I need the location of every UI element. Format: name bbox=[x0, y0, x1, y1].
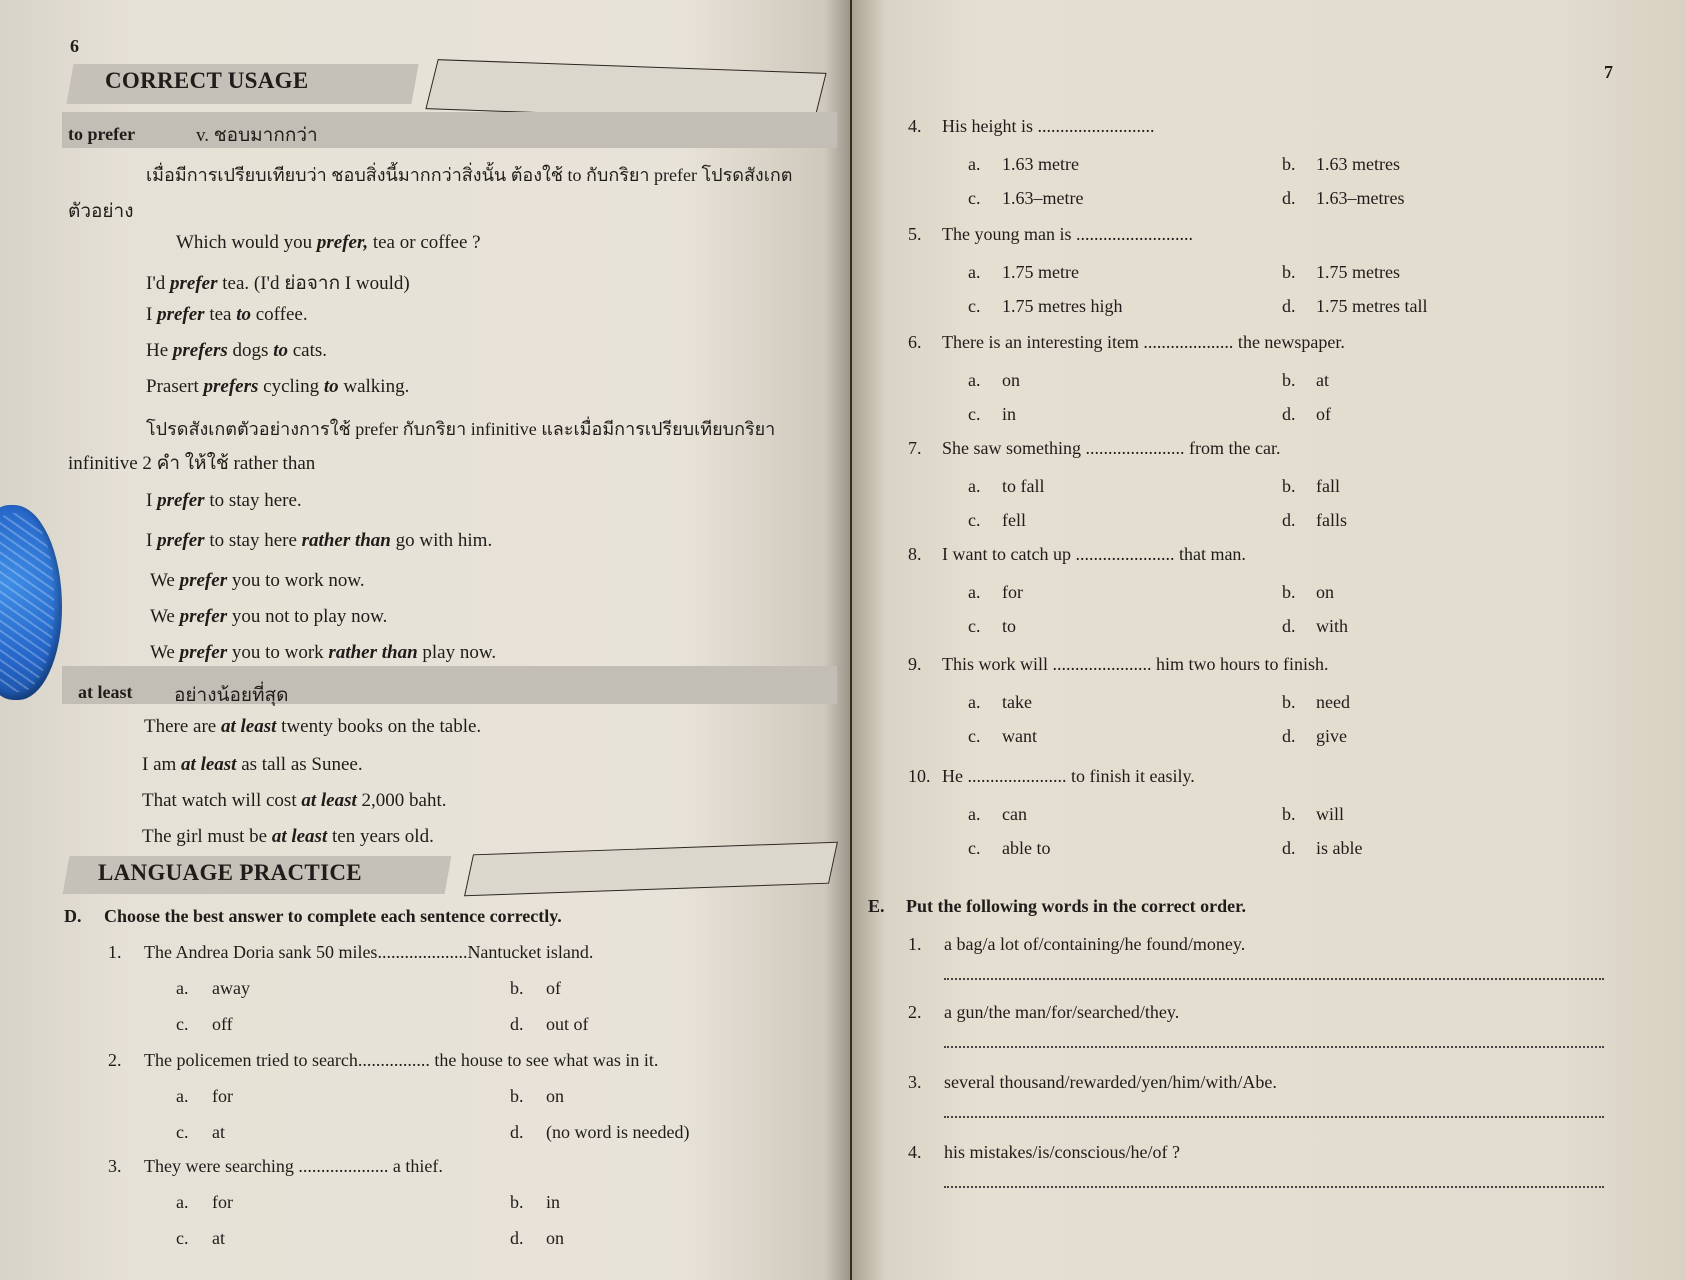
option-letter: d. bbox=[510, 1014, 524, 1034]
option-letter: c. bbox=[968, 510, 981, 530]
option-letter: a. bbox=[968, 154, 981, 174]
option-text: of bbox=[1316, 404, 1331, 424]
example-sentence bbox=[142, 754, 363, 776]
text-run: dogs bbox=[227, 340, 274, 361]
question-number: 8. bbox=[908, 544, 922, 564]
question-number: 2. bbox=[108, 1050, 122, 1070]
language-practice-banner-box bbox=[464, 842, 838, 897]
example-sentence bbox=[146, 340, 327, 362]
text-run: to stay here. bbox=[204, 490, 302, 511]
paragraph2-line2: infinitive 2 คำ ให้ใช้ rather than bbox=[68, 453, 316, 474]
entry-definition-at-least: อย่างน้อยที่สุด bbox=[174, 685, 289, 706]
text-run: I am bbox=[142, 754, 182, 775]
option-letter: d. bbox=[1282, 296, 1296, 316]
text-run: We bbox=[150, 570, 180, 591]
text-run: I bbox=[146, 490, 158, 511]
text-run: ten years old. bbox=[327, 826, 434, 847]
option-text: 1.75 metres high bbox=[1002, 296, 1123, 316]
text-run: tea. (I'd ย่อจาก I would) bbox=[217, 273, 410, 294]
option-letter: c. bbox=[968, 838, 981, 858]
text-run: Prasert bbox=[146, 376, 204, 397]
item-number: 3. bbox=[908, 1072, 922, 1092]
entry-definition-prefer: v. ชอบมากกว่า bbox=[196, 125, 318, 146]
emphasized-word: prefer bbox=[179, 642, 228, 663]
answer-line[interactable] bbox=[944, 1046, 1604, 1048]
emphasized-word: prefer bbox=[157, 304, 205, 325]
paragraph2-line1: โปรดสังเกตตัวอย่างการใช้ prefer กับกริยา infinitive และเมื่อมีการเปรียบเทียบกริยา bbox=[146, 419, 776, 439]
text-run: cats. bbox=[287, 340, 328, 361]
emphasized-word: prefer bbox=[157, 490, 205, 511]
emphasized-word: at least bbox=[221, 716, 277, 737]
option-letter: b. bbox=[510, 1192, 524, 1212]
option-letter: c. bbox=[968, 296, 981, 316]
question-text: The Andrea Doria sank 50 miles....................Nantucket island. bbox=[144, 942, 594, 962]
option-letter: c. bbox=[176, 1228, 189, 1248]
option-text: want bbox=[1002, 726, 1037, 746]
option-text: can bbox=[1002, 804, 1027, 824]
example-sentence bbox=[144, 716, 481, 738]
example-sentence bbox=[146, 376, 409, 398]
option-text: give bbox=[1316, 726, 1347, 746]
option-letter: a. bbox=[176, 1086, 189, 1106]
option-text: of bbox=[546, 978, 561, 998]
text-run: cycling bbox=[258, 376, 324, 397]
text-run: There are bbox=[144, 716, 221, 737]
option-letter: d. bbox=[510, 1122, 524, 1142]
text-run: tea bbox=[204, 304, 237, 325]
option-text: for bbox=[212, 1192, 233, 1212]
option-text: to bbox=[1002, 616, 1017, 636]
example-sentence bbox=[142, 790, 447, 812]
option-text: away bbox=[212, 978, 250, 998]
emphasized-word: rather than bbox=[328, 642, 418, 663]
section-e-letter: E. bbox=[868, 896, 885, 916]
option-letter: d. bbox=[1282, 510, 1296, 530]
option-letter: d. bbox=[1282, 404, 1296, 424]
text-run: I bbox=[146, 304, 158, 325]
option-text: in bbox=[546, 1192, 561, 1212]
option-letter: a. bbox=[968, 262, 981, 282]
text-run: I'd bbox=[146, 273, 171, 294]
option-letter: d. bbox=[1282, 838, 1296, 858]
option-text: with bbox=[1316, 616, 1349, 636]
question-text: She saw something ...................... from the car. bbox=[942, 438, 1281, 458]
emphasized-word: to bbox=[236, 304, 251, 325]
item-number: 1. bbox=[908, 934, 922, 954]
option-letter: c. bbox=[968, 616, 981, 636]
option-text: is able bbox=[1316, 838, 1363, 858]
text-run: 2,000 baht. bbox=[356, 790, 447, 811]
option-letter: b. bbox=[510, 1086, 524, 1106]
option-letter: d. bbox=[510, 1228, 524, 1248]
item-number: 2. bbox=[908, 1002, 922, 1022]
option-text: fall bbox=[1316, 476, 1340, 496]
option-letter: d. bbox=[1282, 726, 1296, 746]
option-letter: b. bbox=[1282, 476, 1296, 496]
text-run: We bbox=[150, 642, 180, 663]
option-text: for bbox=[1002, 582, 1023, 602]
item-number: 4. bbox=[908, 1142, 922, 1162]
example-sentence bbox=[176, 232, 481, 254]
text-run: tea or coffee ? bbox=[368, 232, 481, 253]
example-sentence bbox=[142, 826, 434, 848]
item-text: a bag/a lot of/containing/he found/money. bbox=[944, 934, 1246, 954]
example-sentence bbox=[146, 268, 410, 298]
emphasized-word: at least bbox=[301, 790, 357, 811]
option-text: at bbox=[212, 1122, 225, 1142]
text-run: twenty books on the table. bbox=[276, 716, 482, 737]
option-letter: b. bbox=[1282, 262, 1296, 282]
option-text: out of bbox=[546, 1014, 589, 1034]
option-text: on bbox=[1002, 370, 1020, 390]
section-e-instruction: Put the following words in the correct order. bbox=[906, 896, 1246, 916]
example-sentence bbox=[150, 606, 387, 628]
question-text: The policemen tried to search................ the house to see what was in it. bbox=[144, 1050, 659, 1070]
correct-usage-title: CORRECT USAGE bbox=[105, 68, 309, 93]
question-number: 4. bbox=[908, 116, 922, 136]
text-run: He bbox=[146, 340, 173, 361]
text-run: I bbox=[146, 530, 158, 551]
option-text: falls bbox=[1316, 510, 1347, 530]
entry-word-prefer: to prefer bbox=[68, 124, 136, 144]
option-letter: b. bbox=[1282, 154, 1296, 174]
item-text: several thousand/rewarded/yen/him/with/Abe. bbox=[944, 1072, 1277, 1092]
question-number: 5. bbox=[908, 224, 922, 244]
option-text: 1.63–metre bbox=[1002, 188, 1084, 208]
question-number: 1. bbox=[108, 942, 122, 962]
option-text: 1.75 metres tall bbox=[1316, 296, 1428, 316]
example-sentence bbox=[150, 570, 365, 592]
example-sentence bbox=[146, 490, 302, 512]
option-text: for bbox=[212, 1086, 233, 1106]
page-number-left: 6 bbox=[70, 36, 79, 56]
option-text: 1.63–metres bbox=[1316, 188, 1405, 208]
option-letter: c. bbox=[968, 188, 981, 208]
question-number: 3. bbox=[108, 1156, 122, 1176]
text-run: you not to play now. bbox=[227, 606, 388, 627]
right-page bbox=[852, 0, 1685, 1280]
option-text: 1.63 metre bbox=[1002, 154, 1079, 174]
option-letter: b. bbox=[1282, 370, 1296, 390]
option-letter: c. bbox=[176, 1014, 189, 1034]
section-d-letter: D. bbox=[64, 906, 82, 926]
option-letter: a. bbox=[968, 582, 981, 602]
question-number: 10. bbox=[908, 766, 931, 786]
item-text: a gun/the man/for/searched/they. bbox=[944, 1002, 1180, 1022]
question-number: 7. bbox=[908, 438, 922, 458]
page-number-right: 7 bbox=[1604, 62, 1613, 82]
emphasized-word: prefer bbox=[179, 570, 228, 591]
option-letter: a. bbox=[968, 476, 981, 496]
text-run: you to work bbox=[227, 642, 329, 663]
text-run: coffee. bbox=[251, 304, 308, 325]
option-text: on bbox=[1316, 582, 1334, 602]
option-text: to fall bbox=[1002, 476, 1045, 496]
option-text: 1.75 metre bbox=[1002, 262, 1079, 282]
option-text: need bbox=[1316, 692, 1350, 712]
question-text: They were searching .................... a thief. bbox=[144, 1156, 443, 1176]
question-text: There is an interesting item .................... the newspaper. bbox=[942, 332, 1345, 352]
option-letter: a. bbox=[968, 370, 981, 390]
question-text: This work will ...................... him two hours to finish. bbox=[942, 654, 1329, 674]
question-text: The young man is .......................... bbox=[942, 224, 1193, 244]
paragraph1-line2: ตัวอย่าง bbox=[68, 201, 134, 222]
option-text: on bbox=[546, 1086, 564, 1106]
entry-word-at-least: at least bbox=[78, 682, 133, 702]
example-sentence bbox=[146, 304, 308, 326]
text-run: Which would you bbox=[176, 232, 317, 253]
emphasized-word: prefer, bbox=[316, 232, 369, 253]
option-letter: a. bbox=[968, 692, 981, 712]
question-number: 9. bbox=[908, 654, 922, 674]
option-text: 1.63 metres bbox=[1316, 154, 1400, 174]
option-letter: a. bbox=[176, 978, 189, 998]
emphasized-word: prefers bbox=[203, 376, 259, 397]
emphasized-word: prefer bbox=[179, 606, 228, 627]
text-run: play now. bbox=[417, 642, 497, 663]
emphasized-word: prefer bbox=[157, 530, 205, 551]
option-text: off bbox=[212, 1014, 233, 1034]
emphasized-word: rather than bbox=[301, 530, 391, 551]
option-letter: b. bbox=[510, 978, 524, 998]
option-text: on bbox=[546, 1228, 564, 1248]
blue-sticker bbox=[0, 505, 62, 700]
example-sentence bbox=[150, 642, 496, 664]
option-letter: d. bbox=[1282, 188, 1296, 208]
option-letter: d. bbox=[1282, 616, 1296, 636]
option-letter: b. bbox=[1282, 582, 1296, 602]
emphasized-word: prefers bbox=[172, 340, 228, 361]
option-letter: c. bbox=[176, 1122, 189, 1142]
language-practice-title: LANGUAGE PRACTICE bbox=[98, 860, 362, 885]
text-run: walking. bbox=[338, 376, 410, 397]
paragraph1-line1: เมื่อมีการเปรียบเทียบว่า ชอบสิ่งนี้มากกว่าสิ่งนั้น ต้องใช้ to กับกริยา prefer โปรดสังเกต bbox=[146, 165, 793, 185]
section-d-instruction: Choose the best answer to complete each sentence correctly. bbox=[104, 906, 562, 926]
entry-bar-prefer bbox=[62, 112, 837, 148]
option-text: will bbox=[1316, 804, 1345, 824]
question-text: He ...................... to finish it easily. bbox=[942, 766, 1195, 786]
item-text: his mistakes/is/conscious/he/of ? bbox=[944, 1142, 1180, 1162]
option-letter: c. bbox=[968, 404, 981, 424]
text-run: The girl must be bbox=[142, 826, 272, 847]
text-run: go with him. bbox=[390, 530, 493, 551]
option-letter: b. bbox=[1282, 804, 1296, 824]
option-letter: a. bbox=[968, 804, 981, 824]
answer-line[interactable] bbox=[944, 1186, 1604, 1188]
question-number: 6. bbox=[908, 332, 922, 352]
text-run: to stay here bbox=[204, 530, 302, 551]
example-sentence bbox=[146, 530, 492, 552]
text-run: That watch will cost bbox=[142, 790, 302, 811]
answer-line[interactable] bbox=[944, 1116, 1604, 1118]
text-run: We bbox=[150, 606, 180, 627]
option-text: fell bbox=[1002, 510, 1026, 530]
emphasized-word: prefer bbox=[170, 273, 218, 294]
question-text: His height is .......................... bbox=[942, 116, 1155, 136]
option-text: at bbox=[1316, 370, 1329, 390]
option-text: able to bbox=[1002, 838, 1051, 858]
option-letter: a. bbox=[176, 1192, 189, 1212]
text-run: you to work now. bbox=[227, 570, 365, 591]
emphasized-word: to bbox=[273, 340, 288, 361]
emphasized-word: to bbox=[323, 376, 339, 397]
option-text: 1.75 metres bbox=[1316, 262, 1400, 282]
option-text: at bbox=[212, 1228, 225, 1248]
option-text: (no word is needed) bbox=[546, 1122, 690, 1142]
option-letter: c. bbox=[968, 726, 981, 746]
option-text: take bbox=[1002, 692, 1032, 712]
text-run: as tall as Sunee. bbox=[236, 754, 363, 775]
emphasized-word: at least bbox=[181, 754, 237, 775]
option-text: in bbox=[1002, 404, 1017, 424]
question-text: I want to catch up ...................... that man. bbox=[942, 544, 1246, 564]
answer-line[interactable] bbox=[944, 978, 1604, 980]
option-letter: b. bbox=[1282, 692, 1296, 712]
emphasized-word: at least bbox=[271, 826, 328, 847]
